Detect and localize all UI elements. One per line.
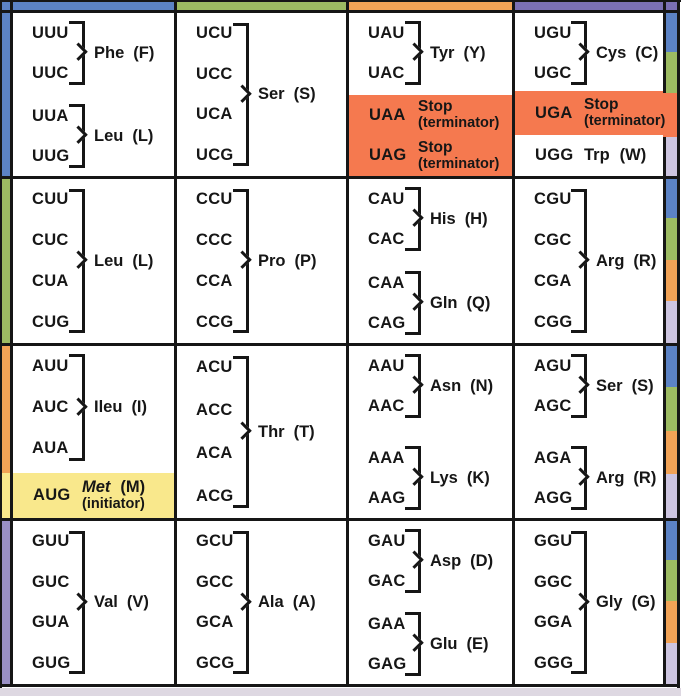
amino-acid-name: Leu xyxy=(94,251,124,270)
amino-acid-name: Gly xyxy=(596,593,623,611)
cell-r1c2 xyxy=(177,13,346,176)
codon-group xyxy=(177,179,346,343)
cell-r2c2 xyxy=(177,179,346,343)
amino-acid-label xyxy=(596,179,656,343)
cell-r1c3 xyxy=(349,13,512,176)
base-color-strip-right xyxy=(666,135,677,177)
codon-row xyxy=(349,136,512,177)
amino-acid-label xyxy=(430,179,488,259)
amino-acid-code: (T) xyxy=(293,422,315,441)
codon-group xyxy=(349,438,512,518)
amino-acid-code: (V) xyxy=(126,593,149,611)
codon: GGA xyxy=(534,613,573,632)
highlight-block xyxy=(13,473,174,518)
codon-column xyxy=(368,13,405,93)
codon-column xyxy=(32,13,69,93)
codon-column xyxy=(196,13,233,176)
amino-acid-code: (W) xyxy=(619,146,647,164)
codon: GGU xyxy=(534,531,573,550)
codon: AUG xyxy=(33,486,71,504)
codon: GUC xyxy=(32,572,70,591)
codon-row xyxy=(349,95,512,136)
base-color-strip-top-C xyxy=(175,2,347,10)
label-line xyxy=(82,479,145,496)
amino-acid-name: Met xyxy=(82,477,111,496)
amino-acid-label xyxy=(94,13,154,93)
base-color-strip-right xyxy=(666,518,677,560)
codon: GCG xyxy=(196,654,235,673)
amino-acid-name: His xyxy=(430,209,456,228)
codon: CCC xyxy=(196,231,233,249)
codon: ACU xyxy=(196,358,233,376)
base-color-strip-right xyxy=(666,301,677,343)
codon: GGC xyxy=(534,572,573,591)
amino-acid-name: Trp xyxy=(584,146,610,164)
amino-acid-code: (L) xyxy=(132,126,154,145)
codon: AAG xyxy=(368,488,406,507)
codon-group xyxy=(13,13,174,93)
codon-groups xyxy=(515,179,663,343)
codon-group xyxy=(515,438,663,518)
annotation-initiator: (initiator) xyxy=(82,495,145,512)
base-color-strip-left-G xyxy=(2,519,10,684)
amino-acid-label xyxy=(430,346,493,426)
label-line xyxy=(418,98,499,115)
amino-acid-label xyxy=(82,479,145,513)
codon-column xyxy=(368,604,405,684)
amino-acid-name: Ser xyxy=(258,85,285,103)
codon: UCC xyxy=(196,64,233,83)
codon: GAC xyxy=(368,571,406,590)
cell-r3c1 xyxy=(13,346,174,518)
amino-acid-code: (R) xyxy=(633,468,657,487)
amino-acid-name: Tyr xyxy=(430,43,455,62)
codon: GAA xyxy=(368,614,406,633)
cell-r3c4 xyxy=(515,346,663,518)
codon-row xyxy=(515,135,663,176)
codon: CCG xyxy=(196,313,234,331)
base-color-strip-right xyxy=(666,560,677,602)
codon: UCA xyxy=(196,105,233,124)
codon: ACC xyxy=(196,401,233,419)
amino-acid-code: (N) xyxy=(470,376,494,395)
codon: ACG xyxy=(196,487,234,505)
codon: UGA xyxy=(535,103,573,122)
label-line xyxy=(584,147,646,164)
codon-groups xyxy=(177,521,346,684)
amino-acid-code: (I) xyxy=(131,398,148,416)
codon: CCU xyxy=(196,190,233,208)
codon-groups xyxy=(515,521,663,684)
codon: AUA xyxy=(32,439,69,457)
codon: CGG xyxy=(534,313,573,331)
codon-column xyxy=(196,521,233,684)
codon: UUG xyxy=(32,146,70,165)
cell-r3c2 xyxy=(177,346,346,518)
grid-line xyxy=(2,684,680,687)
codon-column xyxy=(368,521,405,601)
amino-acid-name: Ser xyxy=(596,376,623,395)
amino-acid-code: (E) xyxy=(466,634,489,653)
codon-group xyxy=(349,179,512,259)
codon: CCA xyxy=(196,272,233,290)
amino-acid-name: Val xyxy=(94,593,118,611)
codon: AGU xyxy=(534,356,572,375)
cell-r1c1 xyxy=(13,13,174,176)
amino-acid-label xyxy=(418,139,499,173)
amino-acid-label xyxy=(584,147,646,164)
highlight-block xyxy=(349,95,512,176)
codon-column xyxy=(534,13,571,93)
codon-column xyxy=(368,263,405,343)
codon: CAG xyxy=(368,313,406,332)
codon-column xyxy=(196,346,233,518)
amino-acid-name: Leu xyxy=(94,126,124,145)
codon: CUA xyxy=(32,272,69,290)
annotation-terminator: (terminator) xyxy=(584,113,666,129)
codon-group xyxy=(515,346,663,426)
amino-acid-name: Stop xyxy=(418,138,453,156)
codon: UGU xyxy=(534,23,572,42)
amino-acid-code: (R) xyxy=(633,251,657,270)
base-color-strip-right xyxy=(666,474,677,518)
codon-groups xyxy=(349,521,512,684)
codon: CGC xyxy=(534,231,572,249)
base-color-strip-right xyxy=(666,387,677,431)
amino-acid-label xyxy=(596,346,654,426)
amino-acid-code: (G) xyxy=(631,593,656,611)
codon: CUG xyxy=(32,313,70,331)
base-color-strip-top-A xyxy=(347,2,513,10)
amino-acid-code: (S) xyxy=(293,85,316,103)
cell-r4c2 xyxy=(177,521,346,684)
codon: CAU xyxy=(368,189,405,208)
codon: AUC xyxy=(32,398,69,416)
cell-r4c4 xyxy=(515,521,663,684)
amino-acid-name: Cys xyxy=(596,43,627,62)
amino-acid-name: Ala xyxy=(258,593,284,611)
codon: UAC xyxy=(368,63,405,82)
codon-column xyxy=(368,438,405,518)
amino-acid-name: Gln xyxy=(430,293,458,312)
codon-column xyxy=(534,179,571,343)
amino-acid-code: (H) xyxy=(464,209,488,228)
codon: AGC xyxy=(534,396,572,415)
codon-row xyxy=(13,473,174,518)
amino-acid-code: (P) xyxy=(294,251,317,270)
amino-acid-label xyxy=(430,13,485,93)
codon: UAA xyxy=(369,105,406,124)
cell-r4c3 xyxy=(349,521,512,684)
amino-acid-label xyxy=(584,96,665,130)
codon: GCA xyxy=(196,613,234,632)
amino-acid-label xyxy=(258,13,316,176)
amino-acid-label xyxy=(258,179,317,343)
base-color-strip-left-U xyxy=(2,2,10,177)
amino-acid-code: (L) xyxy=(132,251,154,270)
codon-groups xyxy=(177,13,346,176)
base-color-strip-bottom xyxy=(0,688,681,696)
codon-groups xyxy=(349,13,512,93)
base-color-strip-right xyxy=(666,218,677,260)
amino-acid-name: Thr xyxy=(258,422,285,441)
annotation-terminator: (terminator) xyxy=(418,155,500,172)
codon: CGU xyxy=(534,190,572,208)
codon-column xyxy=(32,521,69,684)
codon-groups xyxy=(13,179,174,343)
codon: AUU xyxy=(32,357,69,375)
base-color-strip-right xyxy=(666,10,677,52)
codon-group xyxy=(177,13,346,176)
codon-column xyxy=(534,438,571,518)
label-line xyxy=(584,96,665,113)
cell-r2c3 xyxy=(349,179,512,343)
amino-acid-name: Pro xyxy=(258,251,286,270)
amino-acid-code: (Q) xyxy=(466,293,491,312)
codon-group xyxy=(515,179,663,343)
label-line xyxy=(418,139,499,156)
codon-group xyxy=(177,521,346,684)
base-color-strip-top-U xyxy=(2,2,175,10)
codon-group xyxy=(349,13,512,93)
amino-acid-label xyxy=(430,521,493,601)
codon: UGC xyxy=(534,63,572,82)
amino-acid-name: Stop xyxy=(418,98,453,116)
codon: UUA xyxy=(32,106,69,125)
amino-acid-label xyxy=(430,438,490,518)
amino-acid-label xyxy=(94,179,153,343)
highlight-block xyxy=(515,91,666,176)
amino-acid-code: (D) xyxy=(470,551,494,570)
codon: GAG xyxy=(368,654,407,673)
base-color-strip-right xyxy=(666,176,677,218)
codon: UCU xyxy=(196,23,233,42)
codon-group xyxy=(13,179,174,343)
codon: AGA xyxy=(534,448,572,467)
codon-group xyxy=(349,346,512,426)
codon-column xyxy=(32,179,69,343)
amino-acid-name: Stop xyxy=(584,96,619,113)
codon: GCC xyxy=(196,572,234,591)
codon: UGG xyxy=(535,146,574,164)
amino-acid-name: Arg xyxy=(596,251,625,270)
codon-groups xyxy=(177,346,346,518)
amino-acid-label xyxy=(258,346,315,518)
amino-acid-code: (F) xyxy=(133,43,155,62)
codon-group xyxy=(13,96,174,176)
amino-acid-name: Phe xyxy=(94,43,125,62)
codon: GUG xyxy=(32,654,71,673)
amino-acid-label xyxy=(418,98,499,132)
codon-group xyxy=(13,346,174,469)
codon: AGG xyxy=(534,488,573,507)
codon-groups xyxy=(13,521,174,684)
codon-column xyxy=(368,179,405,259)
amino-acid-label xyxy=(94,521,149,684)
codon-column xyxy=(534,521,574,684)
base-color-strip-left-C xyxy=(2,177,10,344)
codon: AAU xyxy=(368,356,405,375)
codon: GGG xyxy=(534,654,574,673)
codon-column xyxy=(32,96,69,176)
amino-acid-label xyxy=(258,521,316,684)
codon: CAA xyxy=(368,273,405,292)
codon-group xyxy=(515,521,663,684)
codon: CUU xyxy=(32,190,69,208)
codon-column xyxy=(196,179,233,343)
codon-column xyxy=(534,346,571,426)
cell-r2c1 xyxy=(13,179,174,343)
base-color-strip-right xyxy=(666,643,677,685)
base-color-strip-right xyxy=(666,260,677,302)
codon: GAU xyxy=(368,531,406,550)
codon: CAC xyxy=(368,229,405,248)
amino-acid-label xyxy=(596,13,658,93)
amino-acid-name: Ileu xyxy=(94,398,123,416)
amino-acid-name: Lys xyxy=(430,468,458,487)
codon-groups xyxy=(13,346,174,469)
start-codon-strip-overlay xyxy=(2,473,10,518)
codon-group xyxy=(515,13,663,93)
base-color-strip-right xyxy=(666,52,677,94)
codon-group xyxy=(177,346,346,518)
amino-acid-label xyxy=(94,346,147,469)
codon: GUA xyxy=(32,613,70,632)
codon-groups xyxy=(349,346,512,518)
codon-groups xyxy=(13,13,174,176)
amino-acid-name: Arg xyxy=(596,468,625,487)
amino-acid-label xyxy=(596,438,656,518)
base-color-strip-top-G xyxy=(513,2,677,10)
codon-group xyxy=(13,521,174,684)
amino-acid-label xyxy=(94,96,153,176)
amino-acid-code: (K) xyxy=(466,468,490,487)
annotation-terminator: (terminator) xyxy=(418,115,500,132)
amino-acid-code: (C) xyxy=(635,43,659,62)
codon-group xyxy=(349,263,512,343)
amino-acid-name: Asn xyxy=(430,376,462,395)
amino-acid-label xyxy=(596,521,655,684)
codon: ACA xyxy=(196,444,233,462)
amino-acid-code: (Y) xyxy=(463,43,486,62)
cell-r2c4 xyxy=(515,179,663,343)
base-color-strip-right xyxy=(666,601,677,643)
codon: CGA xyxy=(534,272,572,290)
amino-acid-label xyxy=(430,604,489,684)
amino-acid-code: (A) xyxy=(292,593,316,611)
codon: AAC xyxy=(368,396,405,415)
codon: UCG xyxy=(196,146,234,165)
outer-edge-top xyxy=(0,0,681,2)
codon-groups xyxy=(515,13,663,93)
codon: UUC xyxy=(32,63,69,82)
amino-acid-label xyxy=(430,263,490,343)
amino-acid-name: Glu xyxy=(430,634,458,653)
codon: UUU xyxy=(32,23,69,42)
base-color-strip-right xyxy=(666,343,677,387)
codon: CUC xyxy=(32,231,69,249)
codon-column xyxy=(32,346,69,469)
codon-column xyxy=(368,346,405,426)
cell-r3c3 xyxy=(349,346,512,518)
amino-acid-code: (S) xyxy=(631,376,654,395)
codon-group xyxy=(349,521,512,601)
amino-acid-name: Asp xyxy=(430,551,462,570)
codon: UAU xyxy=(368,23,405,42)
codon-group xyxy=(349,604,512,684)
codon-groups xyxy=(349,179,512,343)
codon: AAA xyxy=(368,448,405,467)
codon: GUU xyxy=(32,531,70,550)
cell-r4c1 xyxy=(13,521,174,684)
cell-r1c4 xyxy=(515,13,666,176)
codon-row xyxy=(515,91,666,135)
codon: GCU xyxy=(196,531,234,550)
codon: UAG xyxy=(369,146,407,165)
base-color-strip-right xyxy=(666,431,677,475)
amino-acid-code: (M) xyxy=(120,477,146,496)
codon-groups xyxy=(177,179,346,343)
codon-groups xyxy=(515,346,663,518)
